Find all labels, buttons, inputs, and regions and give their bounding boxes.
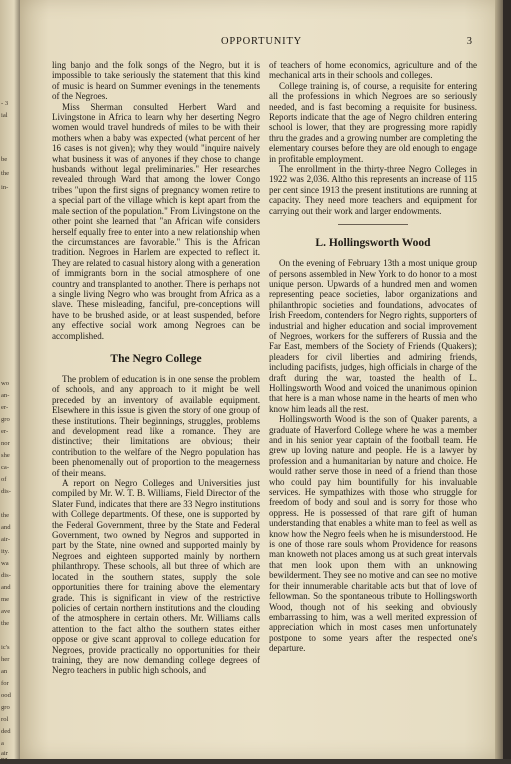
paragraph: The problem of education is in one sense the problem of schools, and any approach to it might be well preceded by an inventory of available equipment. Elsewhere in this issue is given the story of one group of these institutions. Their beginnings, struggles, problems and development read like a romance. They are distinctive; their limitations are obvious; their contribution to the welfare of the Negro population has been phenomenally out of proportion to the meagerness of their means.: [52, 373, 260, 478]
previous-page-text-fragment: air-: [1, 536, 11, 543]
previous-page-text-fragment: ca-: [1, 464, 10, 471]
journal-title: OPPORTUNITY: [220, 36, 303, 47]
previous-page-text-fragment: in-: [1, 184, 9, 191]
previous-page-text-fragment: ial: [1, 112, 8, 119]
previous-page-text-fragment: the: [1, 170, 10, 177]
section-title-negro-college: The Negro College: [110, 352, 202, 365]
paragraph: The enrollment in the thirty-three Negro Colleges in 1922 was 2,036. Altho this represents an increase of 115 per cent since 1913 the present institutions are running at capacity. They need more teachers and equipment for carrying out their work and larger endowments.: [269, 164, 477, 216]
previous-page-text-fragment: ic's: [1, 644, 10, 651]
previous-page-text-fragment: an: [1, 668, 8, 675]
previous-page-text-fragment: be: [1, 156, 8, 163]
paragraph: A report on Negro Colleges and Universities just compiled by Mr. W. T. B. Williams, Field Director of the Slater Fund, indicates that there are 33 Negro institutions with College departments. Of these, one is supported by the Federal Government, three by the State and Federal Government, two owned by Negros and supported in part by the State, nine owned and supported mainly by Negroes and eighteen supported mainly by northern philanthropy. These schools, all but three of which are located in the southern states, supply the sole opportunities there for training above the elementary grade. This is significant in view of the restrictive policies of certain northern institutions and the clouding of the atmosphere in certain others. Mr. Williams calls attention to the fact altho the southern states either oppose or give scant approval to college education for Negroes, provide practically no opportunities for their training, they are now demanding college degrees of Negro teachers in public high schools, and: [52, 478, 260, 676]
paragraph: ling banjo and the folk songs of the Negro, but it is impossible to take seriously the statement that this kind of music is heard on Summer evenings in the tenements of the Negroes.: [52, 60, 260, 102]
left-column: [52, 60, 260, 676]
previous-page-text-fragment: an-: [1, 392, 10, 399]
previous-page-text-fragment: ng: [1, 756, 8, 763]
page-edge-shadow: [495, 0, 503, 759]
previous-page-text-fragment: - 3: [1, 100, 9, 107]
previous-page-edge: [0, 0, 20, 763]
previous-page-text-fragment: er-: [1, 428, 9, 435]
previous-page-text-fragment: the: [1, 620, 10, 627]
previous-page-text-fragment: the: [1, 512, 10, 519]
previous-page-text-fragment: ood: [1, 692, 11, 699]
paragraph: Hollingsworth Wood is the son of Quaker parents, a graduate of Haverford College where he was a member and in his senior year captain of the football team. He grew up loving nature and people. He is a lawyer by profession and a humanitarian by nature and choice. He would rather serve those in need of a friend than those who could pay him bountifully for his invaluable services. He sympathizes with those who struggle for freedom of body and soul and is sorry for those who oppress. He is possessed of that rare gift of human understanding that enables a white man to feel as well as know how the Negro feels when he is misunderstood. He is one of those rare souls whom Providence for reasons man knoweth not places among us at such great intervals that men look upon them with an unknowing bewilderment. They see no motive and can see no motive for their innumerable charitable acts but that of love of fellowman. So the spontaneous tribute to Hollingsworth Wood, though not of his seeking and obviously embarrassing to him, was a well merited expression of appreciation which in most cases men unfortunately postpone to some years after the respected one's departure.: [269, 414, 477, 654]
previous-page-text-fragment: for: [1, 680, 9, 687]
paragraph: College training is, of course, a requisite for entering all the professions in which Negroes are so seriously needed, and is fast becoming a requisite for business. Reports indicate that the age of Negro children entering school is lower, that they are progressing more rapidly thru the grades and a growing number are completing the elementary courses before they are old enough to engage in profitable employment.: [269, 80, 477, 164]
paragraph: Miss Sherman consulted Herbert Ward and Livingstone in Africa to learn why her deserting Negro women would travel hundreds of miles to be with their mothers when a baby was expected (what percent of her 16 cases is not given); why they would "inquire naively what business it was of anyones if they chose to change husbands without legal preliminaries." Her researches revealed through Ward that among the lower Congo tribes "upon the first signs of pregnancy women retire to a special part of the village which is kept apart from the male section of the population." From Livingstone on the other point she learned that "an African wife considers herself equally free to enter into a new relationship when the circumstances are favorable." This is the African tradition. Negroes in Harlem are expected to reflect it. They are related to casual history along with a generation of immigrants born in the social atmosphere of one country and transplanted to another. There is perhaps not a single living Negro who was brought from Africa as a slave. These misleading, fanciful, pre-conceptions will have to be brushed aside, or at least suspended, before any effective social work among Negroes can be accomplished.: [52, 101, 260, 341]
previous-page-text-fragment: er-: [1, 404, 9, 411]
previous-page-text-fragment: gro: [1, 704, 10, 711]
paragraph: of teachers of home economics, agriculture and of the mechanical arts in their schools and colleges.: [269, 60, 477, 81]
previous-page-text-fragment: ded: [1, 728, 11, 735]
previous-page-text-fragment: she: [1, 452, 10, 459]
previous-page-text-fragment: her: [1, 656, 10, 663]
previous-page-text-fragment: a: [1, 740, 4, 747]
running-header: [20, 36, 503, 50]
previous-page-text-fragment: of: [1, 476, 7, 483]
previous-page-text-fragment: air: [1, 750, 8, 757]
previous-page-text-fragment: wa: [1, 560, 9, 567]
previous-page-text-fragment: and: [1, 524, 11, 531]
previous-page-text-fragment: rol: [1, 716, 9, 723]
section-divider: [338, 224, 408, 225]
previous-page-text-fragment: me: [1, 596, 10, 603]
previous-page-text-fragment: nor: [1, 440, 10, 447]
previous-page-text-fragment: ave: [1, 608, 11, 615]
previous-page-text-fragment: ity.: [1, 548, 10, 555]
previous-page-text-fragment: gro: [1, 416, 10, 423]
page-number: 3: [466, 36, 472, 47]
right-column: [269, 60, 477, 654]
page: [20, 0, 503, 759]
section-title-hollingsworth-wood: L. Hollingsworth Wood: [315, 237, 431, 250]
previous-page-text-fragment: dis-: [1, 572, 11, 579]
paragraph: On the evening of February 13th a most unique group of persons assembled in New York to do honor to a most unique person. Upwards of a hundred men and women representing peace societies, labor organizations and philanthropic societies and foundations, advocates of Irish Freedom, contenders for Negro rights, supporters of industrial and higher education and social improvement of Negroes, workers for the sufferers of Russia and the Far East, members of the Society of Friends (Quakers); pleaders for civil liberties and admiring friends, including pacifists, judges, high officials in charge of the draft during the war, toasted the health of L. Hollingsworth Wood and voiced the unanimous opinion that here is a man whose name in the hearts of men who know him leads all the rest.: [269, 258, 477, 414]
previous-page-text-fragment: wo: [1, 380, 10, 387]
previous-page-text-fragment: and: [1, 584, 11, 591]
previous-page-text-fragment: dis-: [1, 488, 11, 495]
